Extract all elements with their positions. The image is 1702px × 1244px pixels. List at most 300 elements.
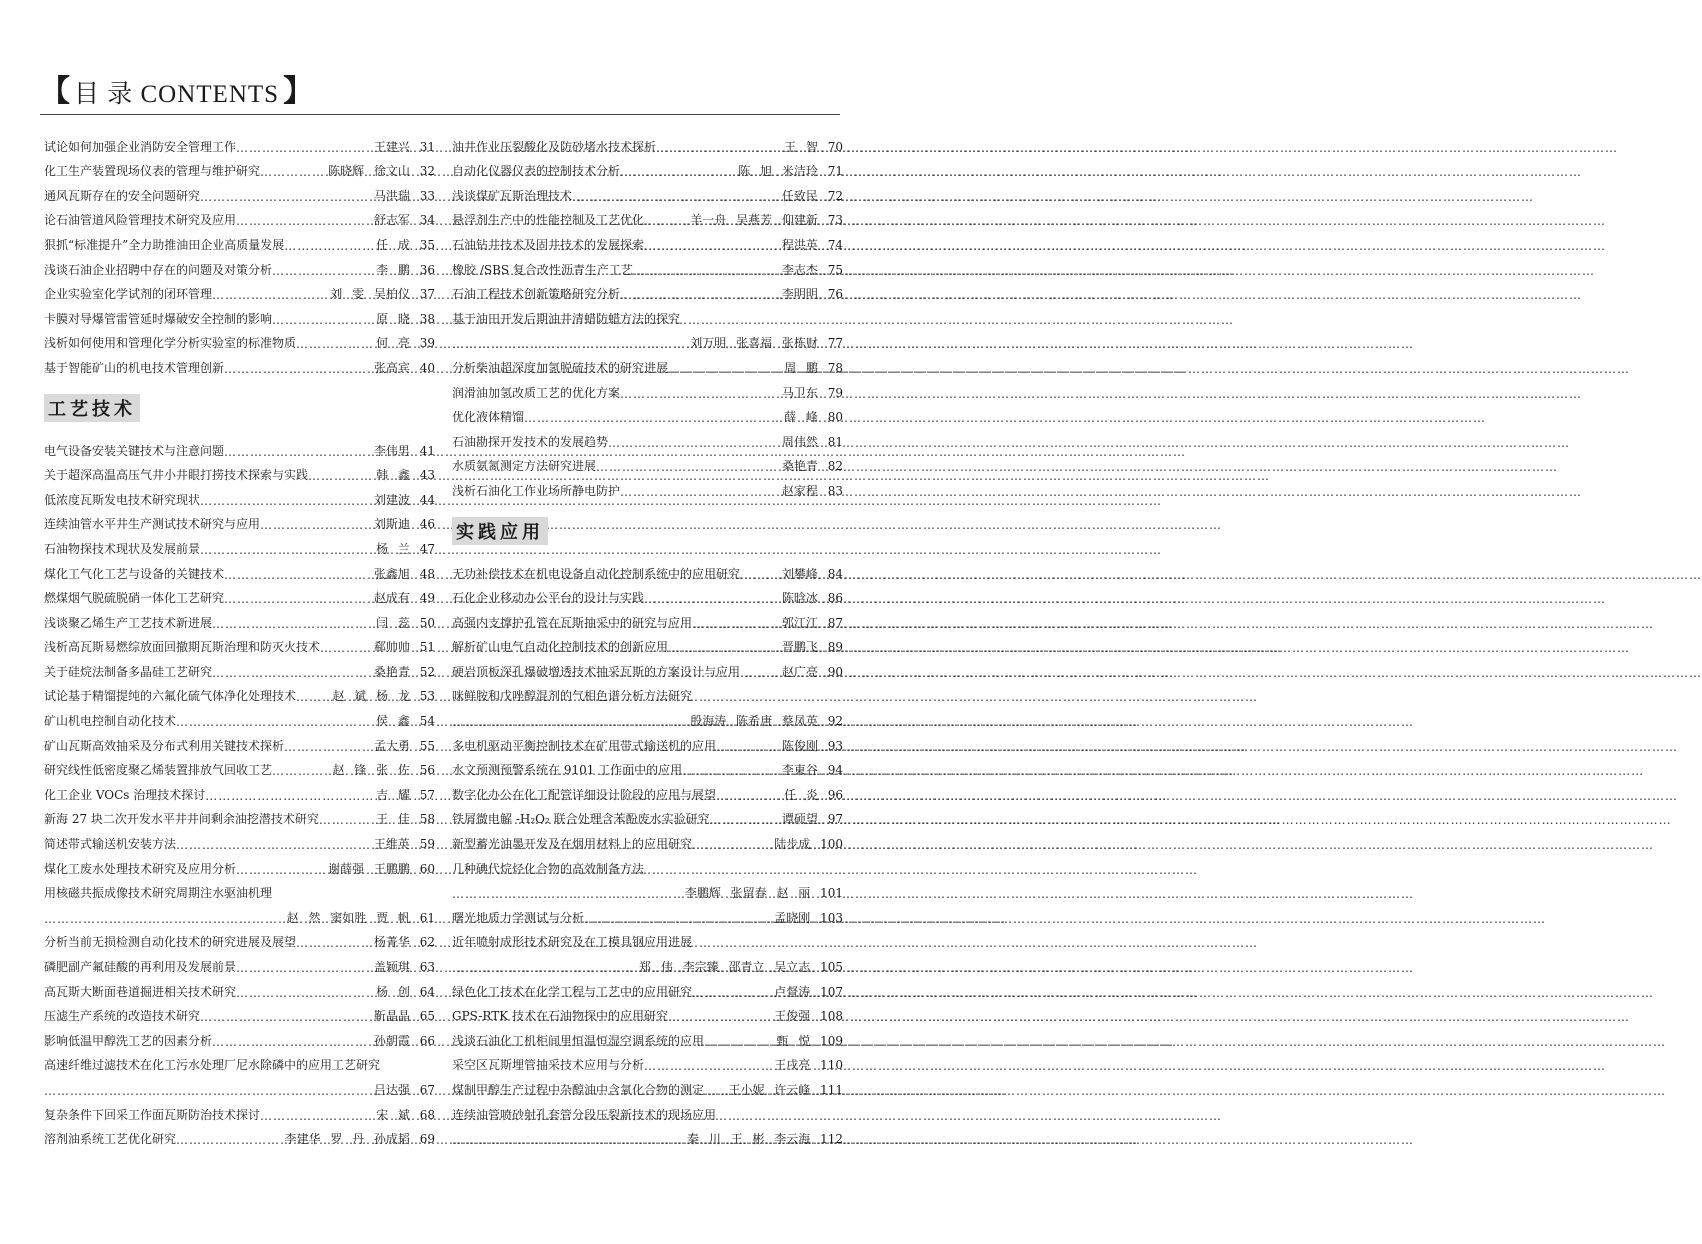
toc-entry-authors-page: 张鑫旭 48 xyxy=(373,566,435,581)
toc-entry[interactable] xyxy=(44,803,435,828)
toc-entry-title: 简述带式输送机安装方法 xyxy=(44,837,177,852)
toc-entry-authors-page: 李東谷 94 xyxy=(781,763,843,778)
toc-entry[interactable] xyxy=(44,204,435,229)
dot-leader xyxy=(284,239,373,253)
dot-leader xyxy=(224,362,371,376)
toc-entry[interactable] xyxy=(452,376,843,401)
toc-entry[interactable] xyxy=(44,655,435,680)
toc-entry[interactable] xyxy=(44,130,435,155)
section-heading-process-technology: 工艺技术 xyxy=(44,394,140,422)
toc-entry-authors-page: 刘建波 44 xyxy=(373,492,435,507)
toc-entry[interactable] xyxy=(44,253,435,278)
toc-entry[interactable] xyxy=(44,901,435,926)
toc-entry-authors-page: 孟大勇 55 xyxy=(373,738,435,753)
toc-entry-title: 油井作业压裂酸化及防砂堵水技术探析 xyxy=(452,139,657,154)
dot-leader xyxy=(620,485,779,499)
dot-leader xyxy=(692,617,779,631)
dot-leader xyxy=(260,165,325,179)
toc-entry[interactable] xyxy=(44,508,435,533)
toc-entry-title: 硬岩顶板深孔爆破增透技术抽采瓦斯的方案设计与应用 xyxy=(452,664,741,679)
toc-entry-authors-page: 马卫东 79 xyxy=(781,385,843,400)
toc-entry-authors-page: 陈晓辉 徐文山 32 xyxy=(328,164,435,179)
toc-entry-authors-page: 任致民 72 xyxy=(781,188,843,203)
toc-entry[interactable] xyxy=(44,582,435,607)
toc-entry-authors-page: 李明明 76 xyxy=(781,287,843,302)
toc-entry-authors-page: 李 鹏 36 xyxy=(376,262,435,277)
toc-entry-title: 自动化仪器仪表的控制技术分析 xyxy=(452,164,621,179)
dot-leader xyxy=(452,887,682,901)
toc-entry[interactable] xyxy=(44,827,435,852)
toc-entry-title: 水文预测预警系统在 9101 工作面中的应用 xyxy=(452,763,683,778)
toc-entry[interactable] xyxy=(452,950,843,975)
dot-leader xyxy=(452,961,636,975)
toc-entry-authors-page: 赵广亮 90 xyxy=(781,664,843,679)
dot-leader xyxy=(692,986,771,1000)
toc-entry[interactable] xyxy=(452,474,843,499)
toc-entry-authors-page: 郭江江 87 xyxy=(781,615,843,630)
toc-entry-title: 论石油管道风险管理技术研究及应用 xyxy=(44,213,237,228)
toc-entry-title: 浅析如何使用和管理化学分析实验室的标准物质 xyxy=(44,336,297,351)
left-group-general xyxy=(44,130,435,376)
toc-entry-authors-page: 赵 然 窦如胜 贾 帆 61 xyxy=(286,910,435,925)
toc-entry-authors-page: 晋鹏飞 89 xyxy=(781,640,843,655)
toc-entry-authors-page: 吉 耀 57 xyxy=(376,787,435,802)
toc-entry-title: 煤化工废水处理技术研究及应用分析 xyxy=(44,861,237,876)
toc-entry-authors-page: 王 智 70 xyxy=(784,139,843,154)
toc-entry[interactable] xyxy=(452,1049,843,1074)
toc-entry-title: 低浓度瓦斯发电技术研究现状 xyxy=(44,492,201,507)
dot-leader xyxy=(296,936,371,950)
dot-leader xyxy=(236,141,371,155)
toc-entry-authors-page: 闫 蕊 50 xyxy=(376,615,435,630)
toc-entry-authors-page: 杨 兰 47 xyxy=(376,541,435,556)
toc-entry[interactable] xyxy=(452,278,843,303)
dot-leader xyxy=(704,1084,725,1098)
dot-leader xyxy=(176,715,373,729)
dot-leader xyxy=(44,912,284,926)
toc-entry-authors-page: 羊一舟 吴燕芳 仰建新 73 xyxy=(690,213,843,228)
dot-leader xyxy=(656,141,781,155)
dot-leader xyxy=(740,666,779,680)
toc-entry-title: 试论基于精馏提纯的六氟化硫气体净化处理技术 xyxy=(44,689,297,704)
dot-leader xyxy=(272,264,373,278)
toc-entry[interactable] xyxy=(452,130,843,155)
toc-entry[interactable] xyxy=(44,877,435,902)
toc-entry[interactable] xyxy=(44,1049,435,1074)
dot-leader xyxy=(272,313,373,327)
toc-entry[interactable] xyxy=(452,704,843,729)
toc-entry-title: 用核磁共振成像技术研究周期注水驱油机理 xyxy=(44,886,273,901)
dot-leader xyxy=(692,838,771,852)
toc-entry-authors-page: 王维英 59 xyxy=(373,837,435,852)
toc-entry-authors-page: 王建兴 31 xyxy=(373,139,435,154)
toc-entry[interactable] xyxy=(44,1000,435,1025)
toc-entry-title: 连续油管喷砂射孔套管分段压裂新技术的现场应用 xyxy=(452,1107,717,1122)
toc-entry-title: 研究线性低密度聚乙烯装置排放气回收工艺 xyxy=(44,763,273,778)
toc-entry[interactable] xyxy=(44,228,435,253)
toc-entry-authors-page: 刘攀峰 84 xyxy=(781,566,843,581)
dot-leader xyxy=(584,912,771,926)
toc-entry-authors-page: 孙朝霞 66 xyxy=(373,1033,435,1048)
toc-entry[interactable] xyxy=(44,155,435,180)
toc-entry-authors-page: 王俊强 108 xyxy=(774,1009,843,1024)
toc-entry[interactable] xyxy=(452,204,843,229)
dot-leader xyxy=(452,1133,684,1147)
toc-entry-authors-page: 郗帅帅 51 xyxy=(373,640,435,655)
toc-entry[interactable] xyxy=(452,655,843,680)
toc-entry-title: 优化液体精馏 xyxy=(452,410,525,425)
toc-entry-authors-page: 刘斯迪 46 xyxy=(373,517,435,532)
toc-entry-authors-page: 陈俊刚 93 xyxy=(781,738,843,753)
toc-entry-authors-page: 吕达强 67 xyxy=(373,1082,435,1097)
dot-leader xyxy=(710,813,779,827)
toc-entry[interactable] xyxy=(44,483,435,508)
dot-leader xyxy=(176,1133,281,1147)
toc-entry[interactable] xyxy=(44,1098,435,1123)
toc-entry-title: 基于油田开发后期油井清蜡防蜡方法的探究 xyxy=(452,311,681,326)
toc-entry[interactable] xyxy=(452,450,843,475)
toc-entry[interactable] xyxy=(44,680,435,705)
toc-entry[interactable] xyxy=(452,631,843,656)
toc-entry[interactable] xyxy=(44,532,435,557)
toc-entry-authors-page: 舒志军 34 xyxy=(373,213,435,228)
toc-entry-authors-page: 原 晓 38 xyxy=(376,311,435,326)
toc-entry-authors-page: 靳晶晶 65 xyxy=(373,1009,435,1024)
dot-leader xyxy=(596,460,779,474)
toc-entry-title: 水质氨氮测定方法研究进展 xyxy=(452,459,597,474)
toc-entry-authors-page: 宋 斌 68 xyxy=(376,1107,435,1122)
toc-entry-authors-page: 秦 川 王 彬 李云海 112 xyxy=(687,1132,843,1147)
toc-entry-title: 化工生产装置现场仪表的管理与维护研究 xyxy=(44,164,261,179)
toc-entry-authors-page: 任 成 35 xyxy=(376,237,435,252)
toc-entry-title: 卡膜对导爆管雷管延时爆破安全控制的影响 xyxy=(44,311,273,326)
dot-leader xyxy=(284,740,371,754)
dot-leader xyxy=(452,715,687,729)
right-column xyxy=(452,130,843,1147)
toc-entry[interactable] xyxy=(452,606,843,631)
toc-entry-authors-page: 桑艳青 82 xyxy=(781,459,843,474)
toc-entry-title: 影响低温甲醇洗工艺的因素分析 xyxy=(44,1033,213,1048)
dot-leader xyxy=(644,1059,771,1073)
toc-entry-authors-page: 盖颖琪 63 xyxy=(373,960,435,974)
toc-entry-title: 矿山瓦斯高效抽采及分布式利用关键技术探析 xyxy=(44,738,285,753)
dot-leader xyxy=(644,214,687,228)
toc-entry-authors-page: 任 炎 96 xyxy=(784,787,843,802)
dot-leader xyxy=(668,641,779,655)
toc-entry[interactable] xyxy=(44,704,435,729)
toc-entry[interactable] xyxy=(452,1123,843,1148)
toc-entry-title: 电气设备安装关键技术与注意问题 xyxy=(44,443,225,458)
toc-entry[interactable] xyxy=(452,975,843,1000)
dot-leader xyxy=(272,764,329,778)
toc-entry[interactable] xyxy=(452,926,843,951)
toc-entry-authors-page: 李伟男 41 xyxy=(373,443,435,458)
toc-entry-title: 新海 27 块二次开发水平井井间剩余油挖潜技术研究 xyxy=(44,812,319,827)
toc-entry-title: 多电机驱动平衡控制技术在矿用带式输送机的应用 xyxy=(452,738,717,753)
toc-entry[interactable] xyxy=(452,582,843,607)
toc-entry-authors-page: 刘万明 张喜福 张栋财 77 xyxy=(690,336,843,351)
toc-entry[interactable] xyxy=(452,1073,843,1098)
toc-entry[interactable] xyxy=(44,557,435,582)
dot-leader xyxy=(716,789,781,803)
header-rule xyxy=(40,114,840,115)
toc-entry[interactable] xyxy=(44,351,435,376)
section-heading-practical-application: 实践应用 xyxy=(452,517,548,545)
toc-entry-title: 连续油管水平井生产测试技术研究与应用 xyxy=(44,517,261,532)
toc-entry-authors-page: 薛 峰 80 xyxy=(784,410,843,425)
toc-entry[interactable] xyxy=(452,302,843,327)
toc-entry-title: 压滤生产系统的改造技术研究 xyxy=(44,1009,201,1024)
toc-entry-title: 浅析石油化工作业场所静电防护 xyxy=(452,483,621,498)
toc-entry[interactable] xyxy=(452,877,843,902)
dot-leader xyxy=(296,690,329,704)
dot-leader xyxy=(236,961,371,975)
toc-entry-authors-page: 甄 悦 109 xyxy=(776,1033,843,1048)
toc-entry[interactable] xyxy=(452,1024,843,1049)
toc-entry[interactable] xyxy=(452,852,843,877)
dot-leader xyxy=(620,165,735,179)
dot-leader xyxy=(200,494,371,508)
toc-entry-title: 高速纤维过滤技术在化工污水处理厂尼水除磷中的应用工艺研究 xyxy=(44,1058,381,1073)
toc-entry-title: 分析柴油超深度加氢脱硫技术的研究进展 xyxy=(452,360,669,375)
dot-leader xyxy=(308,469,373,483)
toc-entry-title: 浅谈石油企业招聘中存在的问题及对策分析 xyxy=(44,262,273,277)
dot-leader xyxy=(236,986,373,1000)
dot-leader xyxy=(524,411,781,425)
dot-leader xyxy=(319,813,373,827)
page-title: 目 录 CONTENTS xyxy=(74,81,280,108)
toc-entry-title: 复杂条件下回采工作面瓦斯防治技术探讨 xyxy=(44,1107,261,1122)
toc-entry-title: 无功补偿技术在机电设备自动化控制系统中的应用研究 xyxy=(452,566,741,581)
toc-entry[interactable] xyxy=(44,327,435,352)
dot-leader xyxy=(236,214,371,228)
dot-leader xyxy=(176,838,371,852)
toc-entry[interactable] xyxy=(44,434,435,459)
toc-entry[interactable] xyxy=(452,228,843,253)
toc-entry[interactable] xyxy=(452,327,843,352)
toc-entry-authors-page: 谭硕望 97 xyxy=(781,812,843,827)
dot-leader xyxy=(608,436,779,450)
toc-entry-title: 数字化办公在化工配管详细设计阶段的应用与展望 xyxy=(452,787,717,802)
toc-entry-authors-page: 王小妮 许云峰 111 xyxy=(728,1082,843,1097)
toc-entry[interactable] xyxy=(44,179,435,204)
dot-leader xyxy=(200,1010,371,1024)
toc-entry-authors-page: 赵家程 83 xyxy=(781,483,843,498)
toc-entry[interactable] xyxy=(452,155,843,180)
toc-entry[interactable] xyxy=(452,351,843,376)
toc-entry-title: 润滑油加氢改质工艺的优化方案 xyxy=(452,385,621,400)
toc-entry[interactable] xyxy=(452,778,843,803)
toc-entry-authors-page: 谢薛强 王鹏鹏 60 xyxy=(328,861,435,876)
toc-entry[interactable] xyxy=(44,1123,435,1148)
toc-entry-authors-page: 殷海涛 陈希唐 蔡凤英 92 xyxy=(690,714,843,729)
toc-entry-authors-page: 赵成有 49 xyxy=(373,591,435,606)
toc-entry-title: 浅谈石油化工机柜间里恒温恒湿空调系统的应用 xyxy=(452,1033,705,1048)
toc-entry-title: 基于智能矿山的机电技术管理创新 xyxy=(44,360,225,375)
dot-leader xyxy=(205,789,373,803)
toc-entry-authors-page: 李建华 罗 丹 孙成韬 69 xyxy=(284,1132,435,1147)
toc-entry-authors-page: 刘 雯 吴柏仪 37 xyxy=(330,287,435,302)
left-group-process xyxy=(44,434,435,1147)
dot-leader xyxy=(224,592,371,606)
toc-entry[interactable] xyxy=(44,1024,435,1049)
toc-entry[interactable] xyxy=(452,1000,843,1025)
toc-entry-title: 煤制甲醇生产过程中杂醇油中含氧化合物的测定 xyxy=(452,1082,705,1097)
toc-entry[interactable] xyxy=(44,778,435,803)
toc-entry[interactable] xyxy=(44,606,435,631)
toc-entry[interactable] xyxy=(452,754,843,779)
dot-leader xyxy=(260,1109,373,1123)
toc-entry-title: 采空区瓦斯埋管抽采技术应用与分析 xyxy=(452,1058,645,1073)
toc-entry-title: 石油钻井技术及固井技术的发展探索 xyxy=(452,237,645,252)
dot-leader xyxy=(716,740,779,754)
toc-entry-title: 石油工程技术创新策略研究分析 xyxy=(452,287,621,302)
dot-leader xyxy=(260,518,371,532)
toc-entry-authors-page: 张高宾 40 xyxy=(373,360,435,375)
toc-entry[interactable] xyxy=(44,1073,435,1098)
toc-entry-authors-page: 马洪瑞 33 xyxy=(373,188,435,203)
toc-entry-title: 通风瓦斯存在的安全问题研究 xyxy=(44,188,201,203)
toc-entry-authors-page: 杨菁华 62 xyxy=(373,935,435,950)
toc-entry-title: 浅谈煤矿瓦斯治理技术 xyxy=(452,188,573,203)
toc-entry-title: 石油勘探开发技术的发展趋势 xyxy=(452,434,609,449)
dot-leader xyxy=(236,863,325,877)
toc-entry-title: 分析当前无损检测自动化技术的研究进展及展望 xyxy=(44,935,297,950)
toc-entry-authors-page: 周伟然 81 xyxy=(781,434,843,449)
toc-entry[interactable] xyxy=(452,401,843,426)
toc-entry-title: 试论如何加强企业消防安全管理工作 xyxy=(44,139,237,154)
dot-leader xyxy=(644,592,779,606)
toc-entry-authors-page: 李鹏辉 张留春 赵 丽 101 xyxy=(684,886,843,901)
toc-entry-title: 磷肥副产氟硅酸的再利用及发展前景 xyxy=(44,960,237,974)
toc-entry-authors-page: 陈晗冰 86 xyxy=(781,591,843,606)
toc-entry[interactable] xyxy=(452,557,843,582)
toc-entry-title: 化工企业 VOCs 治理技术探讨 xyxy=(44,787,206,802)
toc-entry-authors-page: 赵 斌 杨 龙 53 xyxy=(332,689,435,704)
dot-leader xyxy=(296,337,373,351)
dot-leader xyxy=(668,1010,771,1024)
toc-entry[interactable] xyxy=(452,1098,843,1123)
toc-entry-authors-page: 侯 鑫 54 xyxy=(376,714,435,729)
toc-entry-authors-page: 赵 锋 张 佐 56 xyxy=(332,763,435,778)
toc-entry-title: 狠抓“标准提升”全力助推油田企业高质量发展 xyxy=(44,237,285,252)
contents-header xyxy=(40,70,313,114)
toc-entry[interactable] xyxy=(452,827,843,852)
toc-entry-authors-page: 陆步成 100 xyxy=(774,837,843,852)
toc-entry[interactable] xyxy=(452,680,843,705)
right-group-general xyxy=(452,130,843,499)
dot-leader xyxy=(44,1084,371,1098)
toc-entry-authors-page: 卢督涛 107 xyxy=(774,984,843,999)
dot-leader xyxy=(620,387,779,401)
toc-entry[interactable] xyxy=(452,729,843,754)
toc-entry[interactable] xyxy=(44,950,435,975)
dot-leader xyxy=(212,617,373,631)
toc-entry[interactable] xyxy=(44,754,435,779)
dot-leader xyxy=(682,764,779,778)
toc-entry-authors-page: 王戌亮 110 xyxy=(774,1058,843,1073)
toc-entry-title: GPS-RTK 技术在石油物探中的应用研究 xyxy=(452,1009,668,1024)
toc-entry-authors-page: 何 亮 39 xyxy=(376,336,435,351)
dot-leader xyxy=(200,543,373,557)
toc-entry[interactable] xyxy=(44,302,435,327)
toc-entry-title: 新型蓄光油墨开发及在烟用材料上的应用研究 xyxy=(452,837,693,852)
toc-entry-title: 橡胶 /SBS 复合改性沥青生产工艺 xyxy=(452,262,633,277)
toc-entry-title: 石化企业移动办公平台的设计与实践 xyxy=(452,591,645,606)
toc-entry-title: 解析矿山电气自动化控制技术的创新应用 xyxy=(452,640,669,655)
dot-leader xyxy=(620,288,779,302)
toc-entry-title: 燃煤烟气脱硫脱硝一体化工艺研究 xyxy=(44,591,225,606)
toc-entry-title: 石油物探技术现状及发展前景 xyxy=(44,541,201,556)
dot-leader xyxy=(668,362,781,376)
toc-entry-title: 关于硅烷法制备多晶硅工艺研究 xyxy=(44,664,213,679)
dot-leader xyxy=(452,337,687,351)
toc-entry-authors-page: 王 佳 58 xyxy=(376,812,435,827)
toc-entry[interactable] xyxy=(44,459,435,484)
toc-entry[interactable] xyxy=(452,803,843,828)
toc-entry[interactable] xyxy=(452,901,843,926)
toc-entry[interactable] xyxy=(452,425,843,450)
toc-entry-authors-page: 程洪英 74 xyxy=(781,237,843,252)
toc-entry-title: 近年喷射成形技术研究及在工模具钢应用进展 xyxy=(452,935,693,950)
dot-leader xyxy=(644,239,779,253)
toc-entry-title: 咪鲜胺和戊唑醇混剂的气相色谱分析方法研究 xyxy=(452,689,693,704)
toc-entry-title: 矿山机电控制自动化技术 xyxy=(44,714,177,729)
toc-entry-title: 关于超深高温高压气井小井眼打捞技术探索与实践 xyxy=(44,468,309,483)
toc-entry[interactable] xyxy=(44,926,435,951)
toc-entry-title: 悬浮剂生产中的性能控制及工艺优化 xyxy=(452,213,645,228)
toc-entry[interactable] xyxy=(44,729,435,754)
toc-entry-title: 高瓦斯大断面巷道掘进相关技术研究 xyxy=(44,984,237,999)
toc-entry-title: 浅析高瓦斯易燃综放面回撤期瓦斯治理和防灭火技术 xyxy=(44,640,321,655)
left-bracket: 【 xyxy=(40,74,70,109)
toc-entry-authors-page: 桑艳青 52 xyxy=(373,664,435,679)
toc-entry-authors-page: 李志杰 75 xyxy=(781,262,843,277)
toc-entry-title: 绿色化工技术在化学工程与工艺中的应用研究 xyxy=(452,984,693,999)
toc-entry[interactable] xyxy=(44,631,435,656)
dot-leader xyxy=(200,190,371,204)
right-group-practice xyxy=(452,557,843,1147)
toc-entry[interactable] xyxy=(452,179,843,204)
toc-entry-title: 几种碘代烷烃化合物的高效制备方法 xyxy=(452,861,645,876)
dot-leader xyxy=(740,568,779,582)
toc-entry-title: 溶剂油系统工艺优化研究 xyxy=(44,1132,177,1147)
toc-entry-authors-page: 郑 伟 李宗臻 邵青立 吴立志 105 xyxy=(639,960,843,974)
toc-entry-title: 煤化工气化工艺与设备的关键技术 xyxy=(44,566,225,581)
toc-entry-authors-page: 孟晓刚 103 xyxy=(774,910,843,925)
dot-leader xyxy=(633,264,779,278)
dot-leader xyxy=(572,190,779,204)
dot-leader xyxy=(224,568,371,582)
toc-entry-title: 高强内支撑护孔管在瓦斯抽采中的研究与应用 xyxy=(452,615,693,630)
right-bracket: 】 xyxy=(283,74,314,109)
toc-entry[interactable] xyxy=(44,975,435,1000)
toc-entry[interactable] xyxy=(44,852,435,877)
left-column xyxy=(44,130,435,1147)
dot-leader xyxy=(320,641,371,655)
toc-entry-authors-page: 杨 创 64 xyxy=(376,984,435,999)
dot-leader xyxy=(212,666,371,680)
toc-entry-title: 曙光地质力学测试与分析 xyxy=(452,910,585,925)
dot-leader xyxy=(212,288,327,302)
toc-entry-authors-page: 周 鹏 78 xyxy=(784,360,843,375)
dot-leader xyxy=(224,445,371,459)
toc-entry-title: 浅谈聚乙烯生产工艺技术新进展 xyxy=(44,615,213,630)
toc-entry-title: 企业实验室化学试剂的闭环管理 xyxy=(44,287,213,302)
dot-leader xyxy=(704,1035,773,1049)
toc-entry[interactable] xyxy=(452,253,843,278)
toc-entry[interactable] xyxy=(44,278,435,303)
